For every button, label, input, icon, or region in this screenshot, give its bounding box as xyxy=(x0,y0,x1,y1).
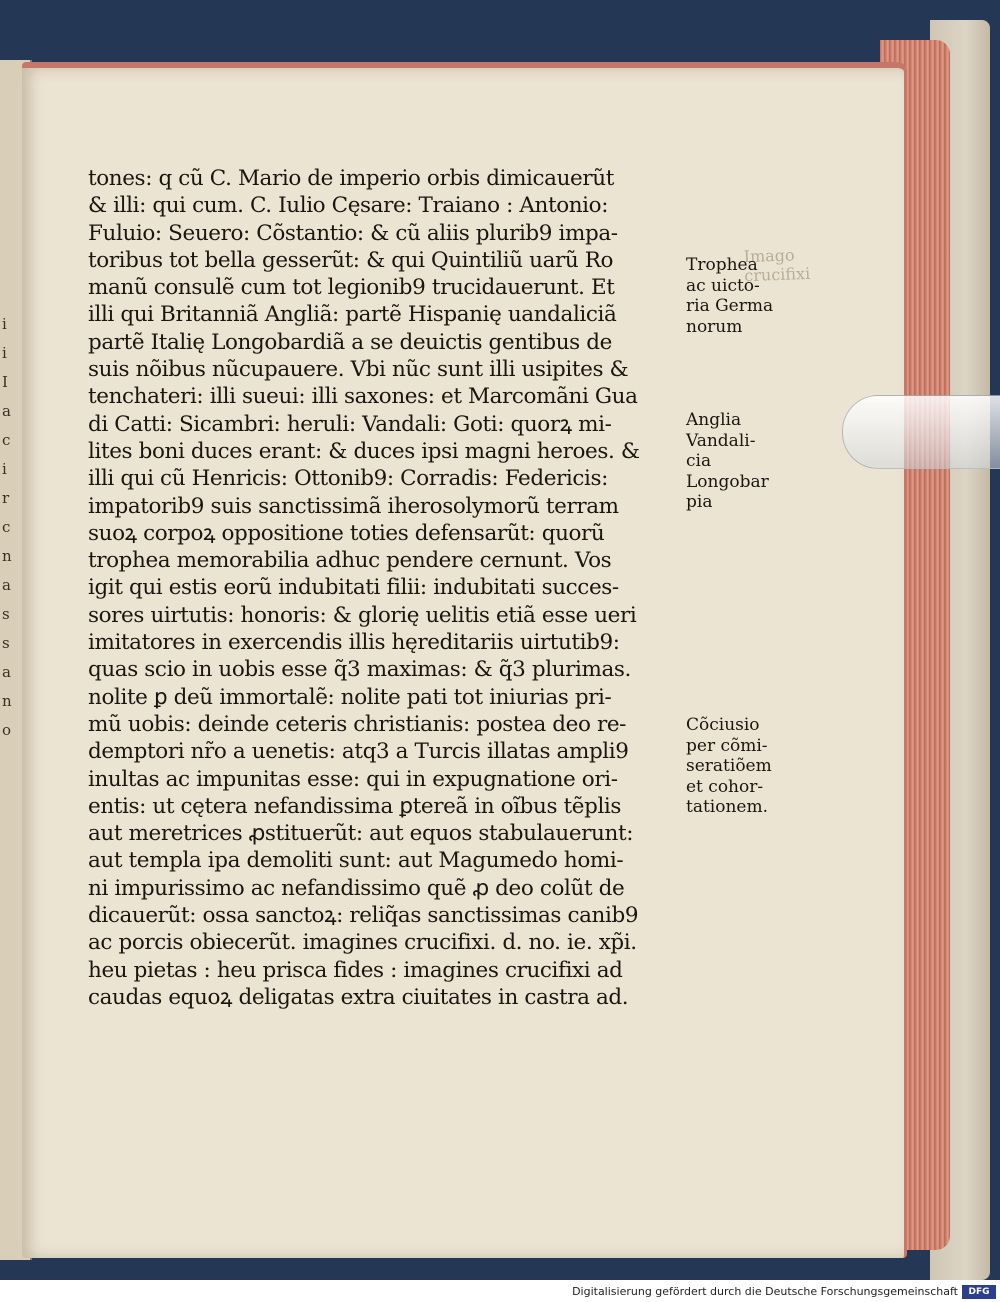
marginal-note-line: Longobar xyxy=(686,471,769,492)
text-line: mũ uobis: deinde ceteris christianis: postea deo re- xyxy=(88,711,627,737)
text-line: trophea memorabilia adhuc pendere cernunt. Vos xyxy=(88,548,612,574)
left-page-letters xyxy=(2,310,24,745)
faint-note-line: Imago xyxy=(743,245,795,267)
marginal-note-line: Vandali- xyxy=(686,430,756,451)
marginal-note-line: et cohor- xyxy=(686,776,764,797)
text-line: nolite ꝑ deũ immortalẽ: nolite pati tot iniurias pri- xyxy=(88,684,612,710)
text-line: suis nõibus nũcupauere. Vbi nũc sunt illi usipites & xyxy=(88,357,629,383)
text-line: quas scio in uobis esse q̃3 maximas: & q̃3 plurimas. xyxy=(88,657,631,683)
text-line: suoꝝ corpoꝝ oppositione toties defensarũt: quorũ xyxy=(88,520,605,546)
marginal-note-line: norum xyxy=(686,316,743,337)
left-page-letter: c xyxy=(2,518,11,536)
bookmark-clip xyxy=(842,395,1000,469)
text-line: sores uirtutis: honoris: & glorię uelitis etiã esse ueri xyxy=(88,602,637,628)
main-text-block xyxy=(88,165,688,1011)
left-page-letter: s xyxy=(2,634,10,652)
marginal-note-line: Anglia xyxy=(686,410,742,430)
text-line: ni impurissimo ac nefandissimo quẽ ꝓ deo colũt de xyxy=(88,875,625,901)
left-page-letter: n xyxy=(2,692,12,710)
left-page-letter: a xyxy=(2,576,11,594)
marginal-note-line: Trophea xyxy=(686,255,758,275)
marginal-note-line: seratiõem xyxy=(686,756,772,776)
left-page-letter: i xyxy=(2,344,7,362)
text-line: imitatores in exercendis illis hęreditariis uirtutib9: xyxy=(88,630,620,656)
text-line: demptori nr̃o a uenetis: atq3 a Turcis illatas ampli9 xyxy=(88,739,629,765)
faint-note-line: crucifixi xyxy=(744,263,811,286)
marginal-note-line: tationem. xyxy=(686,797,769,817)
text-line: caudas equoꝝ deligatas extra ciuitates in castra ad. xyxy=(88,984,629,1010)
text-line: impatorib9 suis sanctissimã iherosolymorũ terram xyxy=(88,493,619,519)
left-page-letter: a xyxy=(2,402,11,420)
text-line: entis: ut cętera nefandissima ꝑtereã in oĩbus tẽplis xyxy=(88,793,622,819)
text-line: heu pietas : heu prisca fides : imagines crucifixi ad xyxy=(88,957,623,983)
text-line: dicauerũt: ossa sanctoꝝ: reliq̃as sanctissimas canib9 xyxy=(88,903,639,929)
left-page-letter: o xyxy=(2,721,12,739)
marginal-note-line: Cõciusio xyxy=(686,715,760,735)
marginal-note-line: cia xyxy=(686,451,712,471)
left-page-letter: c xyxy=(2,431,11,449)
text-line: partẽ Italię Longobardiã a se deuictis gentibus de xyxy=(88,329,612,355)
text-line: tenchateri: illi sueui: illi saxones: et Marcomãni Gua xyxy=(88,384,638,410)
footer-credit: Digitalisierung gefördert durch die Deutsche Forschungsgemeinschaft xyxy=(572,1285,958,1298)
left-page-letter: r xyxy=(2,489,10,507)
left-page-letter: a xyxy=(2,663,11,681)
text-line: illi qui cũ Henricis: Ottonib9: Corradis: Federicis: xyxy=(88,466,608,492)
left-page-letter: i xyxy=(2,315,7,333)
marginal-note-line: per cõmi- xyxy=(686,735,768,756)
marginal-note-line: ria Germa xyxy=(686,296,774,316)
text-line: inultas ac impunitas esse: qui in expugnatione ori- xyxy=(88,766,618,792)
text-line: & illi: qui cum. C. Iulio Cęsare: Traiano : Antonio: xyxy=(88,193,609,219)
text-line: aut templa ipa demoliti sunt: aut Magumedo homi- xyxy=(88,848,624,874)
text-line: Fuluio: Seuero: Cõstantio: & cũ aliis plurib9 impa- xyxy=(88,220,618,246)
left-page-letter: i xyxy=(2,460,7,478)
text-line: aut meretrices ꝓstituerũt: aut equos stabulauerunt: xyxy=(88,821,634,847)
text-line: illi qui Britanniã Angliã: partẽ Hispanię uandaliciã xyxy=(88,302,617,328)
text-line: manũ consulẽ cum tot legionib9 trucidauerunt. Et xyxy=(88,275,615,301)
left-page-letter: s xyxy=(2,605,10,623)
marginal-note-anglia xyxy=(686,410,769,513)
left-page-letter: n xyxy=(2,547,12,565)
marginal-note-line: pia xyxy=(686,492,713,512)
text-line: lites boni duces erant: & duces ipsi magni heroes. & xyxy=(88,438,640,464)
marginal-note-line: ac uicto- xyxy=(686,275,760,296)
marginal-note-trophea xyxy=(686,255,773,337)
text-line: ac porcis obiecerũt. imagines crucifixi. d. no. ie. xp̃i. xyxy=(88,930,637,956)
left-page-letter: I xyxy=(2,373,8,391)
marginal-note-conclusio xyxy=(686,715,772,818)
text-line: tones: q cũ C. Mario de imperio orbis dimicauerũt xyxy=(88,166,614,191)
dfg-logo-icon: DFG xyxy=(962,1285,996,1299)
footer-bar xyxy=(0,1282,1000,1302)
text-line: toribus tot bella gesserũt: & qui Quintiliũ uarũ Ro xyxy=(88,247,614,273)
text-line: di Catti: Sicambri: heruli: Vandali: Goti: quorꝝ mi- xyxy=(88,411,612,437)
text-line: igit qui estis eorũ indubitati filii: indubitati succes- xyxy=(88,575,619,601)
